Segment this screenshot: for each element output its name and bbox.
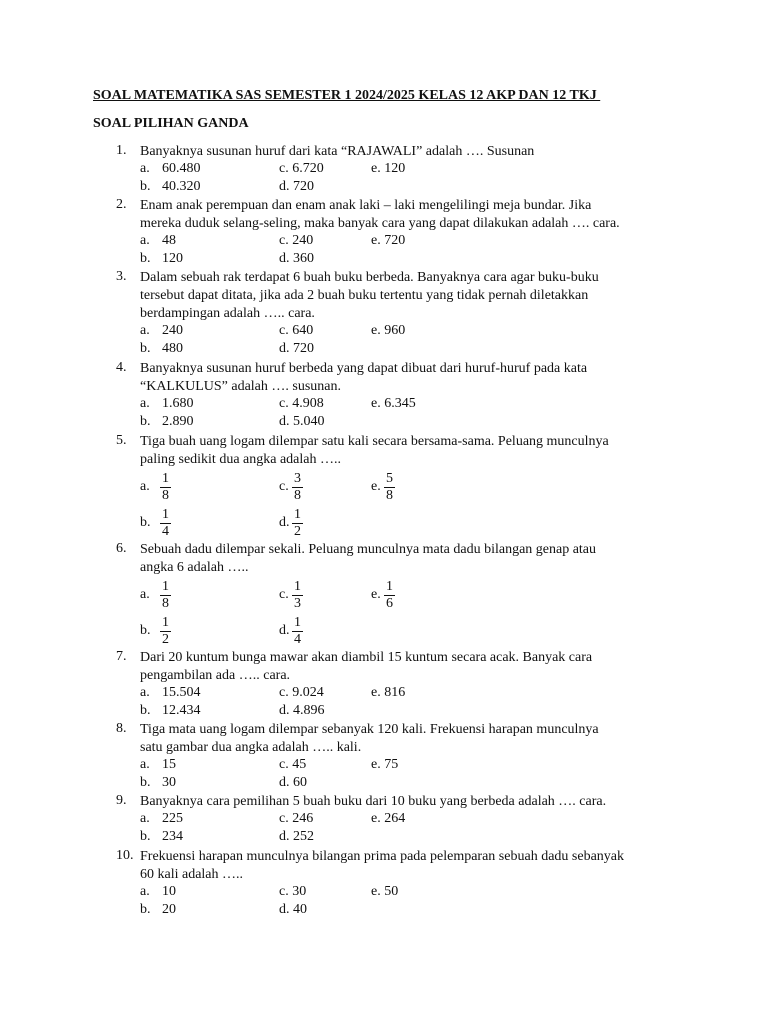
option-a: 240 xyxy=(162,323,183,338)
option-e: e. 264 xyxy=(371,811,406,826)
question-number: 9. xyxy=(116,793,127,808)
fraction-e xyxy=(384,471,395,504)
question-line: Frekuensi harapan munculnya bilangan prima pada pelemparan sebuah dadu sebanyak xyxy=(140,849,624,864)
fraction-denominator: 2 xyxy=(294,524,301,539)
option-d: d. 252 xyxy=(279,829,314,844)
question-line: berdampingan adalah ….. cara. xyxy=(140,306,315,321)
question-text xyxy=(140,721,680,757)
option-letter: d. xyxy=(279,623,290,638)
fraction-e xyxy=(384,579,395,612)
option-letter: a. xyxy=(140,587,150,602)
fraction-denominator: 2 xyxy=(162,632,169,647)
option-b: 120 xyxy=(162,251,183,266)
option-b: 30 xyxy=(162,775,176,790)
option-c: c. 4.908 xyxy=(279,396,324,411)
option-d: d. 720 xyxy=(279,179,314,194)
fraction-d xyxy=(292,507,303,540)
fraction-numerator: 1 xyxy=(294,507,301,522)
option-letter: c. xyxy=(279,479,289,494)
fraction-numerator: 1 xyxy=(162,471,169,486)
option-c: c. 9.024 xyxy=(279,685,324,700)
option-c: c. 45 xyxy=(279,757,307,772)
option-letter: a. xyxy=(140,233,150,248)
option-b: 480 xyxy=(162,341,183,356)
option-b: 2.890 xyxy=(162,414,194,429)
option-c: c. 30 xyxy=(279,884,307,899)
option-letter: a. xyxy=(140,811,150,826)
question-text xyxy=(140,649,680,685)
option-d: d. 360 xyxy=(279,251,314,266)
option-a: 48 xyxy=(162,233,176,248)
question-line: angka 6 adalah ….. xyxy=(140,560,249,575)
question-line: Banyaknya susunan huruf dari kata “RAJAWALI” adalah …. Susunan xyxy=(140,144,535,159)
option-a: 15.504 xyxy=(162,685,201,700)
question-number: 1. xyxy=(116,143,127,158)
fraction-b xyxy=(160,615,171,648)
question-text xyxy=(140,848,680,884)
option-letter: a. xyxy=(140,161,150,176)
question-line: Tiga mata uang logam dilempar sebanyak 120 kali. Frekuensi harapan munculnya xyxy=(140,722,599,737)
option-letter: a. xyxy=(140,323,150,338)
option-a: 10 xyxy=(162,884,176,899)
option-letter: a. xyxy=(140,685,150,700)
option-a: 1.680 xyxy=(162,396,194,411)
option-e: e. 816 xyxy=(371,685,406,700)
question-number: 2. xyxy=(116,197,127,212)
question-text xyxy=(140,269,680,323)
option-e: e. 50 xyxy=(371,884,399,899)
option-b: 12.434 xyxy=(162,703,201,718)
fraction-denominator: 8 xyxy=(162,488,169,503)
question-number: 10. xyxy=(116,848,134,863)
fraction-numerator: 1 xyxy=(162,615,169,630)
fraction-denominator: 4 xyxy=(162,524,169,539)
question-line: pengambilan ada ….. cara. xyxy=(140,668,291,683)
option-letter: b. xyxy=(140,902,151,917)
option-b: 20 xyxy=(162,902,176,917)
option-e: e. 720 xyxy=(371,233,406,248)
option-c: c. 240 xyxy=(279,233,314,248)
question-text xyxy=(140,143,680,161)
fraction-denominator: 6 xyxy=(386,596,393,611)
question-number: 4. xyxy=(116,360,127,375)
option-letter: e. xyxy=(371,479,381,494)
fraction-c xyxy=(292,579,303,612)
option-e: e. 120 xyxy=(371,161,406,176)
fraction-numerator: 1 xyxy=(162,507,169,522)
fraction-numerator: 3 xyxy=(294,471,301,486)
question-line: Dalam sebuah rak terdapat 6 buah buku berbeda. Banyaknya cara agar buku-buku xyxy=(140,270,599,285)
question-text xyxy=(140,360,680,396)
fraction-denominator: 4 xyxy=(294,632,301,647)
fraction-a xyxy=(160,471,171,504)
option-a: 225 xyxy=(162,811,183,826)
fraction-numerator: 1 xyxy=(294,579,301,594)
option-letter: b. xyxy=(140,515,151,530)
fraction-numerator: 1 xyxy=(386,579,393,594)
question-number: 3. xyxy=(116,269,127,284)
option-letter: a. xyxy=(140,479,150,494)
option-c: c. 640 xyxy=(279,323,314,338)
question-line: tersebut dapat ditata, jika ada 2 buah buku tertentu yang tidak pernah diletakkan xyxy=(140,288,589,303)
question-number: 6. xyxy=(116,541,127,556)
question-text xyxy=(140,541,680,577)
question-line: Banyaknya cara pemilihan 5 buah buku dari 10 buku yang berbeda adalah …. cara. xyxy=(140,794,607,809)
option-letter: a. xyxy=(140,396,150,411)
question-text xyxy=(140,793,680,811)
question-line: Banyaknya susunan huruf berbeda yang dapat dibuat dari huruf-huruf pada kata xyxy=(140,361,588,376)
option-d: d. 5.040 xyxy=(279,414,325,429)
option-c: c. 6.720 xyxy=(279,161,324,176)
section-heading: SOAL PILIHAN GANDA xyxy=(93,116,249,131)
option-d: d. 4.896 xyxy=(279,703,325,718)
fraction-numerator: 1 xyxy=(162,579,169,594)
question-line: Enam anak perempuan dan enam anak laki – laki mengelilingi meja bundar. Jika xyxy=(140,198,592,213)
option-e: e. 960 xyxy=(371,323,406,338)
fraction-denominator: 8 xyxy=(386,488,393,503)
question-line: paling sedikit dua angka adalah ….. xyxy=(140,452,341,467)
question-line: Sebuah dadu dilempar sekali. Peluang munculnya mata dadu bilangan genap atau xyxy=(140,542,597,557)
fraction-denominator: 3 xyxy=(294,596,301,611)
option-letter: a. xyxy=(140,884,150,899)
option-letter: b. xyxy=(140,251,151,266)
fraction-denominator: 8 xyxy=(294,488,301,503)
option-letter: b. xyxy=(140,829,151,844)
question-number: 7. xyxy=(116,649,127,664)
fraction-numerator: 1 xyxy=(294,615,301,630)
option-a: 15 xyxy=(162,757,176,772)
fraction-c xyxy=(292,471,303,504)
question-line: “KALKULUS” adalah …. susunan. xyxy=(140,379,342,394)
question-line: Dari 20 kuntum bunga mawar akan diambil 15 kuntum secara acak. Banyak cara xyxy=(140,650,593,665)
fraction-numerator: 5 xyxy=(386,471,393,486)
option-e: e. 6.345 xyxy=(371,396,416,411)
option-e: e. 75 xyxy=(371,757,399,772)
option-c: c. 246 xyxy=(279,811,314,826)
option-letter: b. xyxy=(140,179,151,194)
option-letter: c. xyxy=(279,587,289,602)
option-letter: e. xyxy=(371,587,381,602)
option-letter: d. xyxy=(279,515,290,530)
option-b: 40.320 xyxy=(162,179,201,194)
option-letter: b. xyxy=(140,703,151,718)
question-line: mereka duduk selang-seling, maka banyak cara yang dapat dilakukan adalah …. cara. xyxy=(140,216,620,231)
option-letter: b. xyxy=(140,775,151,790)
fraction-d xyxy=(292,615,303,648)
option-letter: a. xyxy=(140,757,150,772)
question-text xyxy=(140,197,680,233)
option-letter: b. xyxy=(140,341,151,356)
fraction-b xyxy=(160,507,171,540)
question-line: 60 kali adalah ….. xyxy=(140,867,244,882)
question-number: 5. xyxy=(116,433,127,448)
question-line: satu gambar dua angka adalah ….. kali. xyxy=(140,740,362,755)
option-d: d. 720 xyxy=(279,341,314,356)
question-text xyxy=(140,433,680,469)
fraction-denominator: 8 xyxy=(162,596,169,611)
question-number: 8. xyxy=(116,721,127,736)
option-letter: b. xyxy=(140,414,151,429)
option-letter: b. xyxy=(140,623,151,638)
option-a: 60.480 xyxy=(162,161,201,176)
option-d: d. 60 xyxy=(279,775,307,790)
fraction-a xyxy=(160,579,171,612)
page-title: SOAL MATEMATIKA SAS SEMESTER 1 2024/2025 KELAS 12 AKP DAN 12 TKJ xyxy=(93,88,601,103)
question-line: Tiga buah uang logam dilempar satu kali secara bersama-sama. Peluang munculnya xyxy=(140,434,609,449)
option-b: 234 xyxy=(162,829,183,844)
option-d: d. 40 xyxy=(279,902,307,917)
